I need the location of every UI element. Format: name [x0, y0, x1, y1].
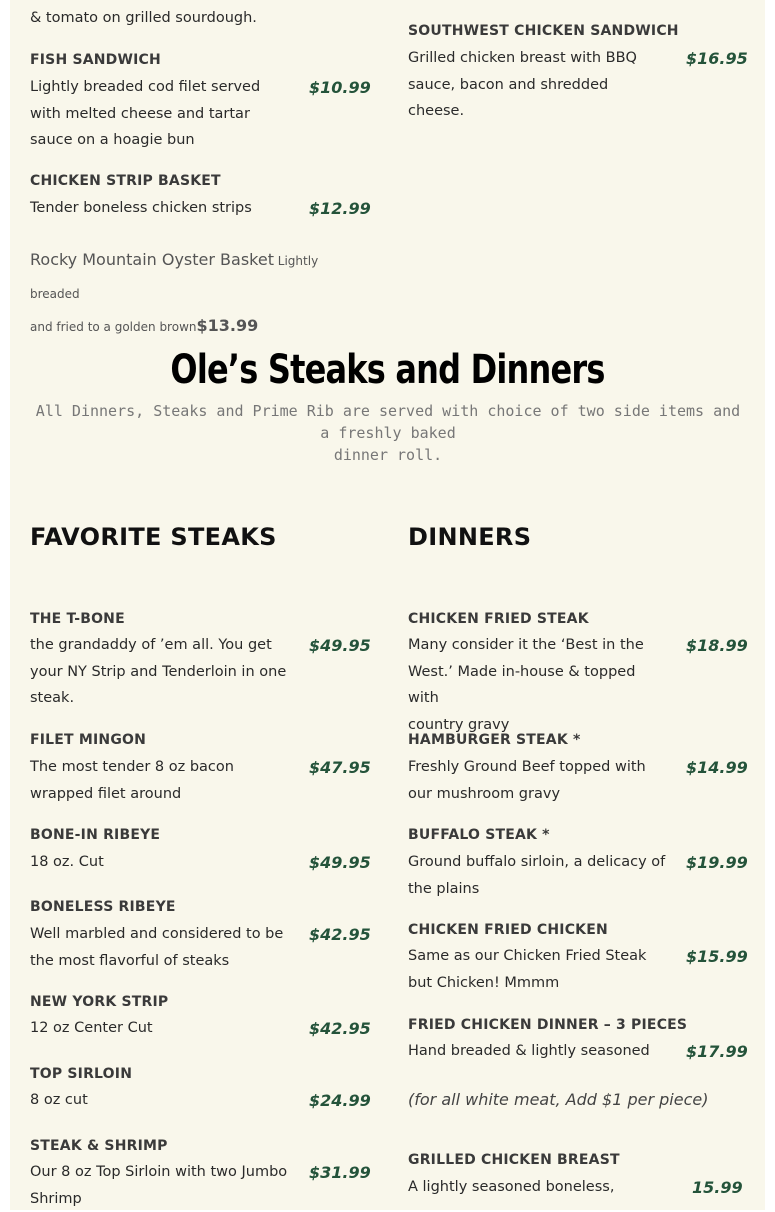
item-description: Our 8 oz Top Sirloin with two Jumbo Shrimp: [30, 1164, 288, 1207]
item-name: CHICKEN FRIED CHICKEN: [408, 922, 608, 938]
item-price: $12.99: [309, 199, 371, 218]
section-subtitle: All Dinners, Steaks and Prime Rib are served with choice of two side items and a freshly baked dinner roll.: [35, 402, 741, 464]
item-description: Many consider it the ‘Best in the West.’ Made in-house & topped with country gravy: [408, 637, 644, 733]
item-name: CHICKEN STRIP BASKET: [30, 173, 221, 189]
menu-panel: [10, 0, 765, 1210]
item-name: FISH SANDWICH: [30, 52, 161, 68]
item-name: CHICKEN FRIED STEAK: [408, 611, 589, 627]
item-price: $47.95: [309, 758, 371, 777]
item-description: Lightly breaded: [30, 254, 319, 301]
item-name: SOUTHWEST CHICKEN SANDWICH: [408, 23, 679, 39]
section-title-wrap: [10, 347, 765, 393]
item-price: $49.95: [309, 636, 371, 655]
item-price: $19.99: [686, 853, 748, 872]
item-name: GRILLED CHICKEN BREAST: [408, 1152, 620, 1168]
item-description: Hand breaded & lightly seasoned: [408, 1043, 650, 1059]
item-description: and fried to a golden brown: [30, 320, 197, 334]
item-description: Well marbled and considered to be the most flavorful of steaks: [30, 926, 284, 969]
item-name: BONE-IN RIBEYE: [30, 827, 161, 843]
item-price: $10.99: [309, 78, 371, 97]
item-name: BUFFALO STEAK *: [408, 827, 550, 843]
item-description: Ground buffalo sirloin, a delicacy of the plains: [408, 854, 666, 897]
section-title: Ole’s Steaks and Dinners: [170, 347, 605, 393]
item-description: Lightly breaded cod filet served with melted cheese and tartar sauce on a hoagie bun: [30, 79, 261, 148]
item-price: $31.99: [309, 1163, 371, 1182]
item-name: TOP SIRLOIN: [30, 1066, 133, 1082]
item-description: & tomato on grilled sourdough.: [30, 10, 257, 26]
item-description: Tender boneless chicken strips: [30, 200, 252, 216]
item-price: 15.99: [692, 1178, 743, 1197]
item-price: $42.95: [309, 1019, 371, 1038]
item-price: $17.99: [686, 1042, 748, 1061]
item-price: $49.95: [309, 853, 371, 872]
white-meat-note: (for all white meat, Add $1 per piece): [408, 1090, 709, 1109]
item-name: FILET MINGON: [30, 732, 147, 748]
item-description: Grilled chicken breast with BBQ sauce, bacon and shredded cheese.: [408, 50, 637, 119]
item-price: $14.99: [686, 758, 748, 777]
item-description: Same as our Chicken Fried Steak but Chicken! Mmmm: [408, 948, 647, 991]
item-name: NEW YORK STRIP: [30, 994, 169, 1010]
item-price: $16.95: [686, 49, 748, 68]
item-description: 18 oz. Cut: [30, 854, 104, 870]
item-description: 12 oz Center Cut: [30, 1020, 153, 1036]
item-price: $42.95: [309, 925, 371, 944]
item-name: HAMBURGER STEAK *: [408, 732, 581, 748]
item-description: Freshly Ground Beef topped with our mushroom gravy: [408, 759, 646, 802]
item-name: THE T-BONE: [30, 611, 125, 627]
item-description: The most tender 8 oz bacon wrapped filet around: [30, 759, 234, 802]
item-description: the grandaddy of ’em all. You get your NY Strip and Tenderloin in one steak.: [30, 637, 287, 706]
item-description: 8 oz cut: [30, 1092, 88, 1108]
item-price: $13.99: [196, 316, 259, 335]
item-description: A lightly seasoned boneless,: [408, 1179, 615, 1195]
item-price: $15.99: [686, 947, 748, 966]
oyster-basket: [30, 244, 370, 343]
item-name: Rocky Mountain Oyster Basket: [30, 250, 274, 269]
item-name: FRIED CHICKEN DINNER – 3 PIECES: [408, 1017, 688, 1033]
item-price: $24.99: [309, 1091, 371, 1110]
item-name: STEAK & SHRIMP: [30, 1138, 168, 1154]
item-price: $18.99: [686, 636, 748, 655]
favorite-steaks-heading: FAVORITE STEAKS: [30, 523, 277, 551]
dinners-heading: DINNERS: [408, 523, 532, 551]
item-name: BONELESS RIBEYE: [30, 899, 176, 915]
